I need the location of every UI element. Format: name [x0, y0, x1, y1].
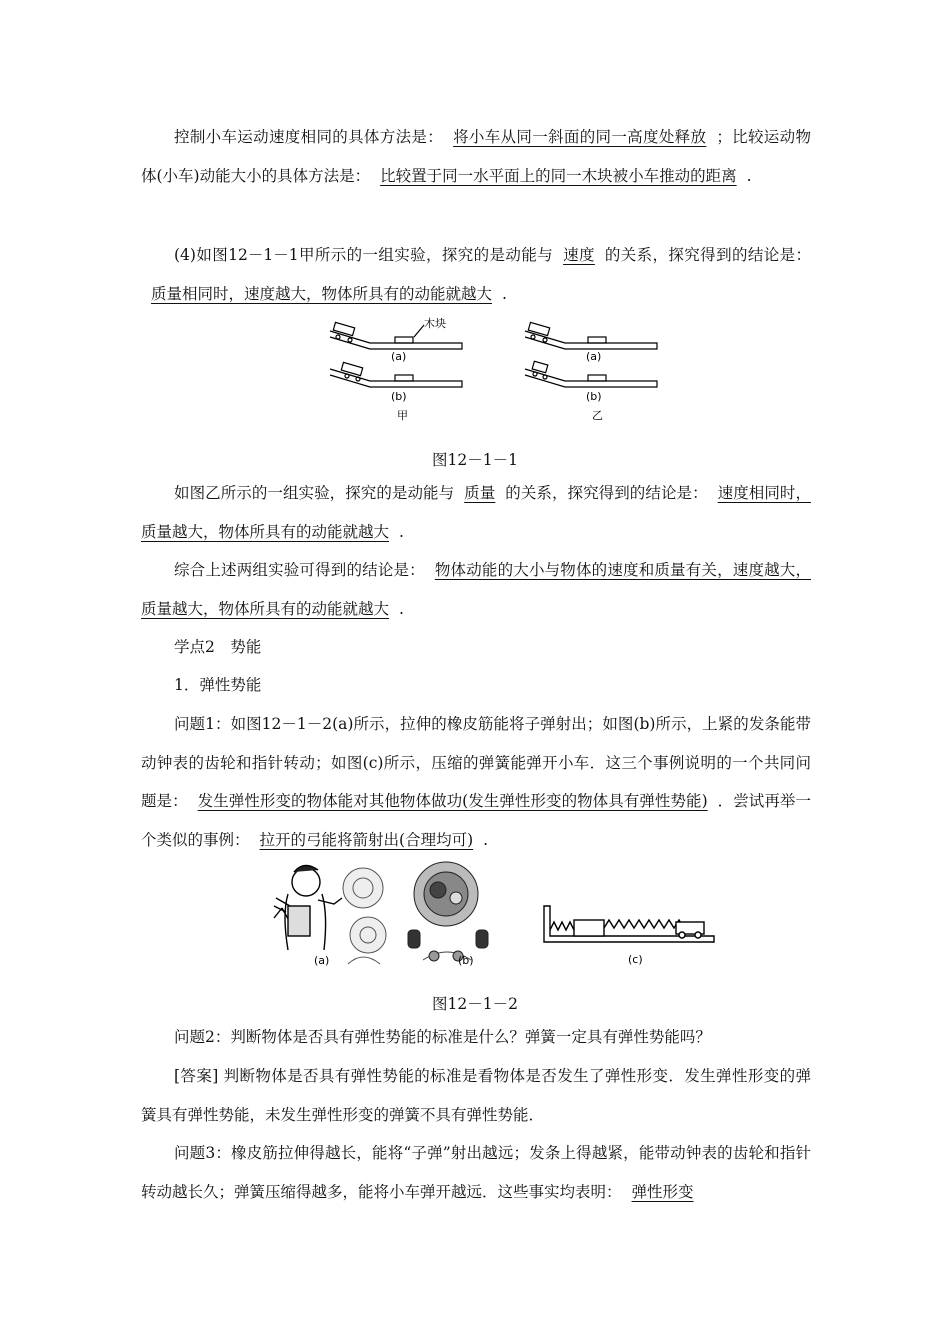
- ramp-track: [330, 369, 462, 387]
- spring-cart-illustration: [544, 906, 714, 942]
- compressed-spring: [550, 922, 574, 930]
- spring: [604, 920, 684, 928]
- figure-12-1-2: [268, 860, 718, 970]
- label-a-left: (a): [391, 350, 407, 363]
- answer-conclusion-speed: 质量相同时，速度越大，物体所具有的动能就越大: [151, 284, 493, 303]
- answer-summary: 物体动能的大小与物体的速度和质量有关，速度越大，质量越大，物体所具有的动能就越大: [141, 561, 811, 618]
- answer-common-point: 发生弹性形变的物体能对其他物体做功(发生弹性形变的物体具有弹性势能): [197, 792, 708, 810]
- wood-block: [395, 337, 413, 343]
- caption-fig-12-1-1: 图12－1－1: [432, 451, 518, 469]
- section-heading: 学点2 势能: [174, 638, 262, 656]
- wheel: [695, 932, 701, 938]
- paragraph-question-3: 问题3：橡皮筋拉伸得越长，能将“子弹”射出越远；发条上得越紧，能带动钟表的齿轮和指针转动越长久；弹簧压缩得越多，能将小车弹开越远．这些事实均表明： 弹性形变: [141, 1144, 811, 1201]
- label-b-left: (b): [391, 390, 407, 403]
- paragraph-question-2: 问题2：判断物体是否具有弹性势能的标准是什么？弹簧一定具有弹性势能吗？: [174, 1028, 711, 1046]
- wheel: [336, 335, 340, 339]
- subsection-heading: 1．弹性势能: [174, 676, 262, 694]
- answer-mass: 质量: [464, 484, 496, 502]
- watch-gear-illustration: [343, 868, 386, 964]
- paragraph-answer: [答案] 判断物体是否具有弹性势能的标准是看物体是否发生了弹性形变．发生弹性形变的弹簧具有弹性势能，未发生弹性形变的弹簧不具有弹性势能．: [141, 1067, 811, 1124]
- paragraph-method: 控制小车运动速度相同的具体方法是： 将小车从同一斜面的同一高度处释放 ；比较运动物体(小车)动能大小的具体方法是： 比较置于同一水平面上的同一木块被小车推动的距离 .: [141, 128, 811, 185]
- label-a: (a): [314, 954, 330, 967]
- answer-conclusion-mass: 速度相同时，质量越大，物体所具有的动能就越大: [141, 484, 811, 541]
- wheel: [543, 338, 547, 342]
- wheel: [531, 335, 535, 339]
- answer-compare-method: 比较置于同一水平面上的同一木块被小车推动的距离: [380, 166, 737, 185]
- slingshot-illustration: [274, 865, 342, 950]
- paragraph-experiment-jia: (4)如图12－1－1甲所示的一组实验，探究的是动能与 速度 的关系，探究得到的结论是：质量相同时，速度越大，物体所具有的动能就越大 .: [141, 236, 811, 313]
- ramp-track: [525, 369, 657, 387]
- label-b: (b): [458, 954, 474, 967]
- caption-fig-12-1-2: 图12－1－2: [432, 995, 518, 1013]
- label-jia: 甲: [397, 409, 408, 422]
- paragraph-question-1: 问题1：如图12－1－2(a)所示，拉伸的橡皮筋能将子弹射出；如图(b)所示，上紧的发条能带动钟表的齿轮和指针转动；如图(c)所示，压缩的弹簧能弹开小车．这三个事例说明的一个共同问题是： 发生弹性形变的物体能对其他物体做功(发生弹性形变的物体具有弹性势能) ．尝试再举一个类似的事例： 拉开的弓能将箭射出(合理均可) .: [141, 715, 811, 849]
- label-yi: 乙: [592, 409, 603, 422]
- cart-c: [574, 920, 604, 936]
- answer-same-speed-method: 将小车从同一斜面的同一高度处释放: [453, 128, 707, 146]
- wood-block: [395, 375, 413, 381]
- wood-block: [588, 375, 606, 381]
- clock-mechanism-illustration: [408, 862, 488, 961]
- label-pointer: [414, 325, 424, 337]
- paragraph-experiment-yi: 如图乙所示的一组实验，探究的是动能与 质量 的关系，探究得到的结论是： 速度相同时，质量越大，物体所具有的动能就越大 .: [141, 484, 811, 541]
- answer-speed: 速度: [563, 246, 595, 264]
- wheel: [348, 338, 352, 342]
- cart: [532, 361, 548, 373]
- answer-elastic-deformation: 弹性形变: [631, 1182, 694, 1201]
- cart: [528, 322, 549, 335]
- label-c: (c): [628, 953, 643, 966]
- label-b-right: (b): [586, 390, 602, 403]
- label-block: 木块: [424, 317, 446, 330]
- paragraph-summary: 综合上述两组实验可得到的结论是： 物体动能的大小与物体的速度和质量有关，速度越大，质量越大，物体所具有的动能就越大 .: [141, 561, 811, 618]
- answer-example: 拉开的弓能将箭射出(合理均可): [259, 830, 474, 849]
- wood-block: [588, 337, 606, 343]
- label-a-right: (a): [586, 350, 602, 363]
- ramp-track: [330, 331, 462, 349]
- wheel: [679, 932, 685, 938]
- ramp-track: [525, 331, 657, 349]
- figure-12-1-1: [320, 315, 665, 430]
- cart: [333, 322, 354, 335]
